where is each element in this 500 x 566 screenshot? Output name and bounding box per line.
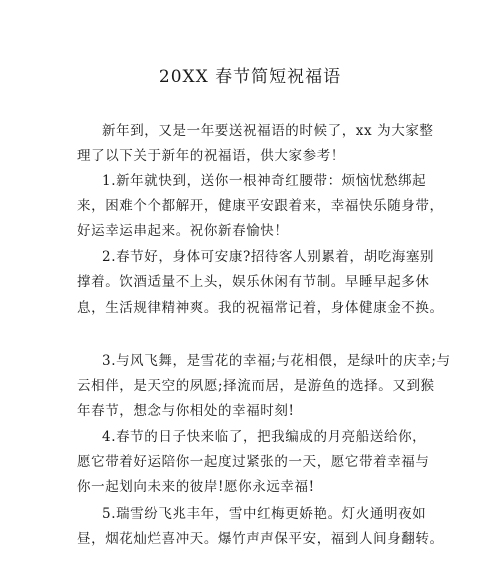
paragraph-line: 撑着。饮酒适量不上头，娱乐休闲有节制。早睡早起多休 (77, 274, 430, 290)
paragraph-line: 好运幸运串起来。祝你新春愉快！ (77, 223, 289, 239)
paragraph-line: 来，困难个个都解开，健康平安跟着来，幸福快乐随身带， (77, 198, 444, 214)
paragraph-line: 你一起划向未来的彼岸!愿你永远幸福! (77, 479, 315, 495)
paragraph-line: 愿它带着好运陪你一起度过紧张的一天，愿它带着幸福与 (77, 454, 430, 470)
paragraph-line: 云相伴，是天空的夙愿;择流而居，是游鱼的选择。又到猴 (77, 378, 435, 394)
paragraph-line: 3.与风飞舞，是雪花的幸福;与花相偎，是绿叶的庆幸;与 (102, 353, 451, 369)
paragraph-line: 2.春节好，身体可安康?招待客人别累着，胡吃海塞别 (102, 249, 435, 265)
paragraph-line: 5.瑞雪纷飞兆丰年，雪中红梅更娇艳。灯火通明夜如 (102, 506, 427, 522)
paragraph-line: 年春节，想念与你相处的幸福时刻! (77, 403, 295, 419)
paragraph-line: 理了以下关于新年的祝福语，供大家参考！ (77, 148, 345, 164)
paragraph-line: 1.新年就快到，送你一根神奇红腰带：烦恼忧愁绑起 (102, 173, 427, 189)
paragraph-line: 新年到，又是一年要送祝福语的时候了，xx 为大家整 (102, 123, 434, 139)
paragraph-line: 息，生活规律精神爽。我的祝福常记着，身体健康金不换。 (77, 300, 444, 316)
paragraph-line: 昼，烟花灿烂喜冲天。爆竹声声保平安，福到人间身翻转。 (77, 531, 444, 547)
paragraph-line: 4.春节的日子快来临了，把我编成的月亮船送给你， (102, 429, 427, 445)
document-title: 20XX 春节简短祝福语 (158, 67, 342, 87)
